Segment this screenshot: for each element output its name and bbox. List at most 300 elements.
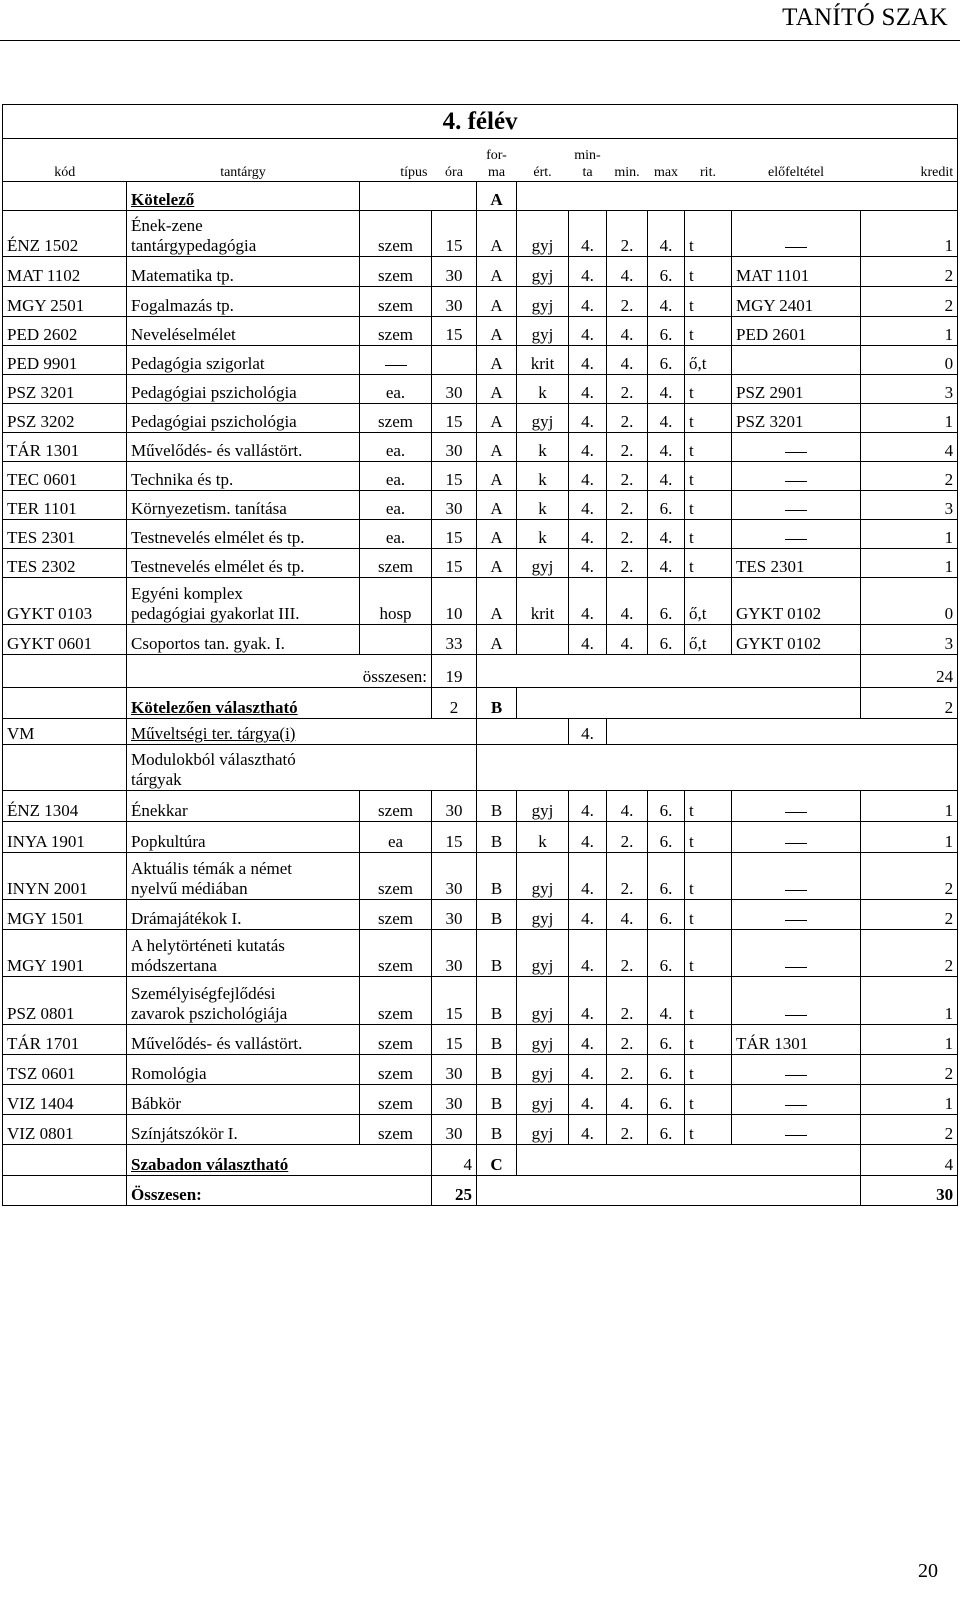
cell-ora-text: 15 [445, 832, 463, 851]
cell-ert [517, 346, 569, 375]
cell-tipus-text: szem [378, 1124, 413, 1143]
cell-forma [477, 404, 517, 433]
column-header-kod-text: kód [54, 165, 76, 180]
cell-tantargy-text: Énekkar [131, 801, 188, 820]
cell-tantargy-text: A helytörténeti kutatás módszertana [131, 936, 285, 975]
dash-mark [785, 920, 807, 921]
cell-min [607, 287, 648, 317]
cell-kredit [861, 900, 958, 930]
cell-ora-text: 15 [445, 1034, 463, 1053]
cell-minta [569, 578, 607, 625]
cell-tipus-text: ea. [385, 499, 406, 518]
cell-forma [477, 317, 517, 346]
cell-min [607, 257, 648, 287]
cell-tantargy [127, 549, 360, 578]
cell-kod [3, 433, 127, 462]
cell-tipus [360, 375, 432, 404]
cell-minta [569, 549, 607, 578]
cell-kredit-text: 0 [944, 354, 954, 373]
section-kredit [861, 1145, 958, 1176]
cell-ert [517, 900, 569, 930]
cell-tantargy [127, 491, 360, 520]
cell-tipus [360, 822, 432, 853]
cell-tipus [360, 853, 432, 900]
cell-minta [569, 211, 607, 257]
cell-elofeltetel [732, 791, 861, 822]
cell-minta [569, 287, 607, 317]
cell-rit [685, 977, 732, 1025]
cell-kod-text: PED 9901 [7, 354, 78, 373]
section-kredit [861, 688, 958, 719]
cell-rit-text: t [689, 956, 694, 975]
column-header-kredit-text: kredit [920, 165, 954, 180]
total-kredit-text: 30 [936, 1185, 954, 1204]
cell-forma-text: A [490, 528, 503, 547]
cell-tantargy-text: Művelődés- és vallástört. [131, 1034, 303, 1053]
cell-elofeltetel [732, 625, 861, 655]
total-label [127, 1176, 432, 1206]
cell-forma-text: A [490, 266, 503, 285]
cell-forma-text: A [490, 441, 503, 460]
cell-forma-text: B [490, 1064, 503, 1083]
cell-minta-text: 4. [581, 801, 594, 820]
cell-max [648, 1025, 685, 1055]
cell-rit [685, 1115, 732, 1145]
cell-rit [685, 287, 732, 317]
cell-ora [432, 578, 477, 625]
cell-kod-text: MGY 1901 [7, 956, 85, 975]
course-row [3, 491, 958, 520]
cell-ora-text: 15 [445, 528, 463, 547]
cell-forma [477, 520, 517, 549]
cell-tantargy [127, 853, 360, 900]
cell-tantargy [127, 1115, 360, 1145]
cell-forma [477, 346, 517, 375]
cell-ert-text: gyj [531, 956, 554, 975]
cell-ora [432, 317, 477, 346]
cell-min-text: 2. [620, 296, 634, 315]
cell-min [607, 1055, 648, 1085]
cell-kod [3, 853, 127, 900]
cell-max [648, 1085, 685, 1115]
cell-rit [685, 625, 732, 655]
column-header-ert-text: ért. [533, 165, 552, 180]
cell-rit [685, 211, 732, 257]
course-row [3, 625, 958, 655]
cell-tipus-text: ea. [385, 470, 406, 489]
cell-ora-text: 30 [445, 956, 463, 975]
section-forma-text: B [490, 698, 503, 717]
cell-forma-text: B [490, 832, 503, 851]
cell-max-text: 4. [659, 528, 673, 547]
cell-kredit-text: 2 [944, 909, 954, 928]
cell-forma-text: A [490, 470, 503, 489]
cell-kredit-text: 3 [944, 499, 954, 518]
cell-forma [477, 625, 517, 655]
modulokbol-label-text: Modulokból választható tárgyak [131, 750, 296, 789]
cell-max-text: 4. [659, 296, 673, 315]
cell-tipus-text: szem [378, 236, 413, 255]
cell-minta-text: 4. [581, 1094, 594, 1113]
cell-tantargy-text: Testnevelés elmélet és tp. [131, 557, 305, 576]
cell-max [648, 211, 685, 257]
cell-elofeltetel-text: PSZ 3201 [736, 412, 804, 431]
cell-forma-text: B [490, 909, 503, 928]
cell-kod-text: ÉNZ 1502 [7, 236, 79, 255]
dash-mark [785, 1015, 807, 1016]
dash-mark [785, 452, 807, 453]
cell-tantargy-text: Neveléselmélet [131, 325, 236, 344]
cell-tipus [360, 1115, 432, 1145]
cell-ora [432, 1025, 477, 1055]
cell-tipus-text: ea. [385, 528, 406, 547]
total-label-text: Összesen: [131, 1185, 202, 1204]
vm-label-text: Műveltségi ter. tárgya(i) [131, 724, 296, 743]
column-header-kredit [861, 139, 958, 182]
cell-tipus [360, 977, 432, 1025]
cell-max [648, 257, 685, 287]
cell-elofeltetel-text: MGY 2401 [736, 296, 814, 315]
cell-kredit [861, 791, 958, 822]
cell-max-text: 6. [659, 1124, 673, 1143]
cell-kredit [861, 930, 958, 977]
column-header-max-text: max [653, 165, 679, 180]
cell-kredit [861, 211, 958, 257]
column-header-rit-text: rit. [700, 165, 716, 180]
cell-forma [477, 900, 517, 930]
cell-elofeltetel [732, 1115, 861, 1145]
cell-max-text: 6. [659, 1094, 673, 1113]
semester-title [3, 105, 958, 139]
cell-tipus [360, 317, 432, 346]
cell-max-text: 6. [659, 499, 673, 518]
cell-kredit-text: 1 [944, 801, 954, 820]
course-row [3, 1085, 958, 1115]
course-row [3, 346, 958, 375]
cell-minta [569, 491, 607, 520]
cell-minta [569, 433, 607, 462]
page-header [0, 0, 960, 44]
cell-ora-text: 30 [445, 1094, 463, 1113]
cell-min [607, 930, 648, 977]
cell-kod-text: MAT 1102 [7, 266, 81, 285]
cell-rit-text: t [689, 412, 694, 431]
cell-forma [477, 1025, 517, 1055]
cell-kredit [861, 977, 958, 1025]
section-forma [477, 1145, 517, 1176]
cell-rit [685, 822, 732, 853]
cell-rit-text: t [689, 879, 694, 898]
cell-tipus [360, 491, 432, 520]
cell-ert-text: gyj [531, 1094, 554, 1113]
cell-rit [685, 578, 732, 625]
cell-min-text: 2. [620, 528, 634, 547]
course-row [3, 578, 958, 625]
course-row [3, 1115, 958, 1145]
cell-max [648, 1115, 685, 1145]
cell-forma-text: B [490, 956, 503, 975]
column-header-minta [569, 139, 607, 182]
cell-tipus [360, 346, 432, 375]
cell-kredit [861, 1025, 958, 1055]
cell-ert [517, 853, 569, 900]
column-header-forma-text: for- ma [486, 148, 507, 180]
column-header-tantargy-text: tantárgy [220, 165, 266, 180]
course-row [3, 211, 958, 257]
cell-kredit [861, 433, 958, 462]
cell-forma [477, 822, 517, 853]
cell-minta-text: 4. [581, 634, 594, 653]
cell-tantargy [127, 900, 360, 930]
cell-tipus-text: hosp [379, 604, 412, 623]
course-row [3, 404, 958, 433]
cell-minta [569, 900, 607, 930]
cell-min-text: 4. [620, 604, 634, 623]
cell-elofeltetel [732, 1055, 861, 1085]
cell-minta-text: 4. [581, 956, 594, 975]
cell-max-text: 6. [659, 879, 673, 898]
course-row [3, 287, 958, 317]
column-header-ora [432, 139, 477, 182]
cell-tipus-text: szem [378, 1094, 413, 1113]
column-header-tipus-text: típus [400, 165, 428, 180]
cell-kredit-text: 1 [944, 412, 954, 431]
cell-forma [477, 491, 517, 520]
cell-kod-text: VIZ 0801 [7, 1124, 74, 1143]
cell-ora-text: 15 [445, 412, 463, 431]
cell-max [648, 346, 685, 375]
cell-min-text: 2. [620, 499, 634, 518]
cell-ora-text: 30 [445, 879, 463, 898]
dash-mark [785, 1135, 807, 1136]
cell-forma-text: A [490, 604, 503, 623]
cell-tipus [360, 1025, 432, 1055]
cell-rit-text: t [689, 1004, 694, 1023]
cell-min [607, 822, 648, 853]
cell-minta-text: 4. [581, 470, 594, 489]
cell-max-text: 6. [659, 832, 673, 851]
cell-kod [3, 462, 127, 491]
cell-minta [569, 1115, 607, 1145]
vm-row [3, 719, 958, 745]
cell-tantargy-text: Művelődés- és vallástört. [131, 441, 303, 460]
cell-tipus [360, 900, 432, 930]
cell-min [607, 462, 648, 491]
cell-kredit [861, 346, 958, 375]
cell-kod-text: TSZ 0601 [7, 1064, 76, 1083]
cell-max-text: 4. [659, 1004, 673, 1023]
cell-minta [569, 404, 607, 433]
cell-ora [432, 822, 477, 853]
cell-max [648, 853, 685, 900]
cell-kod [3, 287, 127, 317]
cell-minta-text: 4. [581, 354, 594, 373]
cell-ora [432, 977, 477, 1025]
header-title: TANÍTÓ SZAK [782, 4, 948, 31]
cell-kredit-text: 2 [944, 1064, 954, 1083]
cell-max [648, 625, 685, 655]
cell-rit-text: t [689, 1124, 694, 1143]
cell-ert [517, 520, 569, 549]
cell-tipus-text: szem [378, 557, 413, 576]
cell-ora [432, 1055, 477, 1085]
cell-elofeltetel [732, 930, 861, 977]
cell-kod-text: TES 2302 [7, 557, 76, 576]
cell-min-text: 2. [620, 1034, 634, 1053]
cell-kod-text: TES 2301 [7, 528, 76, 547]
cell-ert-text: gyj [531, 801, 554, 820]
cell-ert-text: k [538, 499, 547, 518]
cell-max [648, 549, 685, 578]
cell-rit [685, 257, 732, 287]
curriculum-table [2, 104, 958, 1206]
cell-kod-text: VIZ 1404 [7, 1094, 74, 1113]
cell-tantargy [127, 822, 360, 853]
section-forma-text: C [490, 1155, 503, 1174]
cell-max-text: 6. [659, 266, 673, 285]
cell-kod [3, 578, 127, 625]
cell-rit [685, 404, 732, 433]
cell-rit-text: t [689, 499, 694, 518]
cell-minta-text: 4. [581, 1064, 594, 1083]
cell-tipus-text: szem [378, 956, 413, 975]
cell-forma-text: A [490, 354, 503, 373]
course-row [3, 549, 958, 578]
cell-max [648, 930, 685, 977]
cell-max-text: 6. [659, 634, 673, 653]
cell-tipus-text: ea [387, 832, 404, 851]
cell-tipus [360, 462, 432, 491]
cell-elofeltetel [732, 549, 861, 578]
subtotal-label [127, 655, 432, 688]
cell-kredit [861, 578, 958, 625]
cell-kod-text: PSZ 3201 [7, 383, 75, 402]
cell-kredit-text: 4 [944, 441, 954, 460]
cell-tipus-text: szem [378, 801, 413, 820]
cell-max-text: 4. [659, 470, 673, 489]
cell-min [607, 317, 648, 346]
cell-ert-text: k [538, 470, 547, 489]
cell-kod-text: TER 1101 [7, 499, 77, 518]
cell-ert [517, 549, 569, 578]
column-header-kod [3, 139, 127, 182]
cell-max [648, 900, 685, 930]
cell-ert [517, 791, 569, 822]
cell-ert [517, 578, 569, 625]
cell-ert [517, 491, 569, 520]
cell-ert-text: k [538, 832, 547, 851]
cell-kredit [861, 520, 958, 549]
cell-tantargy [127, 462, 360, 491]
cell-tipus [360, 257, 432, 287]
cell-forma [477, 375, 517, 404]
cell-min [607, 433, 648, 462]
cell-ora-text: 30 [445, 801, 463, 820]
subtotal-label-text: összesen: [362, 667, 427, 686]
cell-minta [569, 853, 607, 900]
cell-kod-text: GYKT 0601 [7, 634, 93, 653]
semester-title-text: 4. félév [442, 107, 518, 135]
column-header-min [607, 139, 648, 182]
column-header-min-text: min. [614, 165, 640, 180]
cell-max-text: 4. [659, 383, 673, 402]
cell-elofeltetel-text: PSZ 2901 [736, 383, 804, 402]
cell-tipus-text: szem [378, 1034, 413, 1053]
cell-rit [685, 491, 732, 520]
cell-tipus [360, 578, 432, 625]
cell-rit [685, 930, 732, 977]
cell-forma [477, 578, 517, 625]
cell-min-text: 4. [620, 1094, 634, 1113]
section-ora-text: 4 [463, 1155, 472, 1174]
cell-min-text: 2. [620, 412, 634, 431]
cell-ert-text: gyj [531, 1124, 554, 1143]
cell-max-text: 6. [659, 956, 673, 975]
cell-max [648, 462, 685, 491]
column-header-max [648, 139, 685, 182]
total-kredit [861, 1176, 958, 1206]
cell-ora [432, 1085, 477, 1115]
dash-mark [785, 1075, 807, 1076]
cell-minta [569, 375, 607, 404]
cell-ora-text: 30 [445, 383, 463, 402]
cell-minta-text: 4. [581, 266, 594, 285]
cell-min [607, 491, 648, 520]
cell-forma-text: B [490, 801, 503, 820]
cell-max-text: 4. [659, 412, 673, 431]
cell-max [648, 433, 685, 462]
cell-forma [477, 1115, 517, 1145]
cell-elofeltetel [732, 433, 861, 462]
cell-elofeltetel [732, 462, 861, 491]
column-header-tantargy [127, 139, 360, 182]
cell-min-text: 4. [620, 634, 634, 653]
section-label-kotelezo [127, 182, 360, 211]
cell-minta [569, 1055, 607, 1085]
cell-ora [432, 433, 477, 462]
cell-max-text: 6. [659, 604, 673, 623]
cell-ora [432, 930, 477, 977]
cell-rit-text: t [689, 1034, 694, 1053]
cell-elofeltetel [732, 346, 861, 375]
cell-kod [3, 549, 127, 578]
cell-kod-text: INYA 1901 [7, 832, 85, 851]
cell-rit [685, 1025, 732, 1055]
cell-rit-text: t [689, 441, 694, 460]
cell-tantargy-text: Személyiségfejlődési zavarok pszichológiája [131, 984, 288, 1023]
course-row [3, 375, 958, 404]
cell-forma [477, 462, 517, 491]
dash-mark [785, 510, 807, 511]
cell-minta-text: 4. [581, 441, 594, 460]
section-row [3, 745, 958, 791]
cell-minta [569, 257, 607, 287]
cell-kredit-text: 1 [944, 832, 954, 851]
cell-elofeltetel [732, 375, 861, 404]
column-header-tipus [360, 139, 432, 182]
cell-min-text: 2. [620, 236, 634, 255]
cell-kod [3, 404, 127, 433]
cell-rit-text: ő,t [689, 354, 707, 373]
cell-forma-text: A [490, 634, 503, 653]
cell-minta [569, 462, 607, 491]
cell-max [648, 404, 685, 433]
cell-minta-text: 4. [581, 557, 594, 576]
total-ora-text: 25 [455, 1185, 472, 1204]
cell-min-text: 2. [620, 1004, 634, 1023]
cell-forma-text: B [490, 1124, 503, 1143]
cell-forma [477, 930, 517, 977]
